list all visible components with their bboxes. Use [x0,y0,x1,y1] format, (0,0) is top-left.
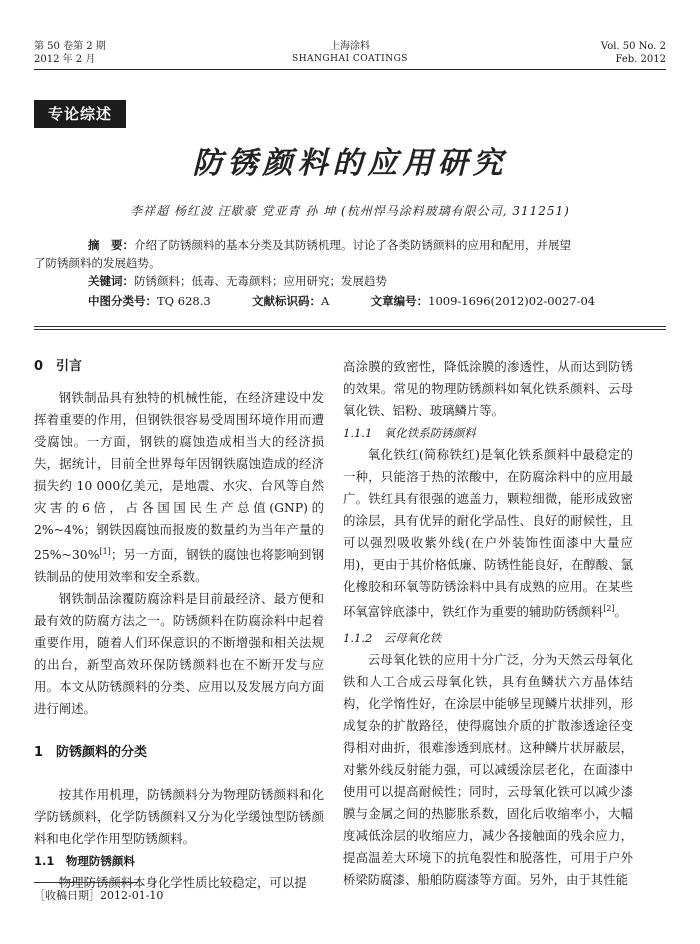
abstract-block [34,236,666,310]
article-no-label: 文章编号： [370,294,429,308]
abstract-line-2: 了防锈颜料的发展趋势。 [34,256,161,270]
paragraph-intro-1-text: 钢铁制品具有独特的机械性能，在经济建设中发挥着重要的作用，但钢铁很容易受周围环境作用而遭受腐蚀。一方面，钢铁的腐蚀造成相当大的经济损失，据统计，目前全世界每年因钢铁腐蚀造成的经济损失约 10 000亿美元，是地震、水灾、台风等自然灾害的6倍，占各国国民生产总值(GNP)的2%~4%；钢铁因腐蚀而报废的数量约为当年产量的25%~30% [34,390,324,563]
article-no-value: 1009-1696(2012)02-0027-04 [428,294,596,308]
clc-label: 中图分类号： [88,294,157,308]
header-rule [34,69,666,70]
heading-introduction: 0 引言 [34,359,83,374]
date-en: Feb. 2012 [615,54,666,65]
footnote-rule [34,882,138,883]
keywords-text: 防锈颜料；低毒、无毒颜料；应用研究；发展趋势 [134,274,387,288]
volume-issue-en: Vol. 50 No. 2 [600,41,666,52]
paragraph-iron-oxide-tail: 。 [614,604,627,620]
authors-affiliation: 李祥超 杨红波 汪歇豪 党亚青 孙 坤 (杭州悍马涂料玻璃有限公司, 311251) [130,204,570,218]
abstract-text-1: 介绍了防锈颜料的基本分类及其防锈机理。讨论了各类防锈颜料的应用和配用，并展望 [134,238,571,252]
heading-iron-oxide: 1.1.1 氧化铁系防锈颜料 [343,426,476,440]
journal-name-cn: 上海涂料 [330,41,370,52]
heading-physical-pigments: 1.1 物理防锈颜料 [34,854,135,869]
citation-2: [2] [603,604,615,613]
paragraph-physical-start: 物理防锈颜料本身化学性质比较稳定，可以提 [58,875,307,891]
doc-code-value: A [321,294,330,308]
paragraph-iron-oxide-text: 氧化铁红(简称铁红)是氧化铁系颜料中最稳定的一种，只能溶于热的浓酸中，在防腐涂料中的应用最广。铁红具有很强的遮盖力，颗粒细微，能形成致密的涂层，具有优异的耐化学品性、良好的耐候性，且可以强烈吸收紫外线(在户外装饰性面漆中大量应用)，更由于其价格低廉、防锈性能良好，在醇酸、氯化橡胶和环氧等防锈涂料中具有成熟的应用。在某些环氧富锌底漆中，铁红作为重要的辅助防锈颜料 [343,447,633,620]
abstract-label: 摘 要： [88,238,134,252]
journal-name-en: SHANGHAI COATINGS [292,54,408,64]
abstract-rule-top [34,326,666,327]
paragraph-intro-1 [34,387,324,588]
section-tag: 专论综述 [34,100,126,128]
journal-name [0,40,700,66]
doc-code-label: 文献标识码： [252,294,321,308]
paragraph-micaceous-iron-oxide: 云母氧化铁的应用十分广泛，分为天然云母氧化铁和人工合成云母氧化铁，具有鱼鳞状六方晶体结构，化学惰性好，在涂层中能够呈现鳞片状排列，形成复杂的扩散路径，使得腐蚀介质的扩散渗透途径变得相对曲折，很难渗透到底材。这种鳞片状屏蔽层，对紫外线反射能力强，可以减缓涂层老化，在面漆中使用可以提高耐候性；同时，云母氧化铁可以减少漆膜与金属之间的热膨胀系数，固化后收缩率小，大幅度减低涂层的收缩应力，减少各接触面的残余应力，提高温差大环境下的抗龟裂性和脱落性，可用于户外桥梁防腐漆、船舶防腐漆等方面。另外，由于其性能 [343,652,633,888]
classification-line [34,292,666,310]
volume-issue-cn: 第 50 卷第 2 期 [34,41,106,52]
heading-micaceous-iron-oxide: 1.1.2 云母氧化铁 [343,631,442,646]
paragraph-classification: 按其作用机理，防锈颜料分为物理防锈颜料和化学防锈颜料，化学防锈颜料又分为化学缓蚀型防锈颜料和电化学作用型防锈颜料。 [34,787,324,847]
clc-value: TQ 628.3 [157,294,211,308]
paragraph-intro-2: 钢铁制品涂覆防腐涂料是目前最经济、最方便和最有效的防腐方法之一。防锈颜料在防腐涂料中起着重要作用，随着人们环保意识的不断增强和相关法规的出台，新型高效环保防锈颜料也在不断开发与应用。本文从防锈颜料的分类、应用以及发展方向方面进行阐述。 [34,591,324,717]
keywords-label: 关键词： [88,274,134,288]
heading-classification: 1 防锈颜料的分类 [34,745,148,761]
date-cn: 2012 年 2 月 [34,54,96,65]
right-column [343,356,633,891]
keywords-line [34,272,666,290]
citation-1: [1] [99,547,111,556]
abstract-rule-bottom [34,329,666,330]
article-title: 防锈颜料的应用研究 [192,146,508,181]
paragraph-intro-1-tail: ；另一方面，钢铁的腐蚀也将影响到钢铁制品的使用效率和安全系数。 [34,547,324,585]
abstract-line-1 [34,236,666,254]
paragraph-physical-cont: 高涂膜的致密性，降低涂膜的渗透性，从而达到防锈的效果。常见的物理防锈颜料如氧化铁系颜料、云母氧化铁、铝粉、玻璃鳞片等。 [343,359,633,418]
journal-volume-en [601,40,666,66]
left-column [34,356,324,894]
paragraph-iron-oxide [343,444,633,623]
received-date: ［收稿日期］2012-01-10 [34,889,164,902]
